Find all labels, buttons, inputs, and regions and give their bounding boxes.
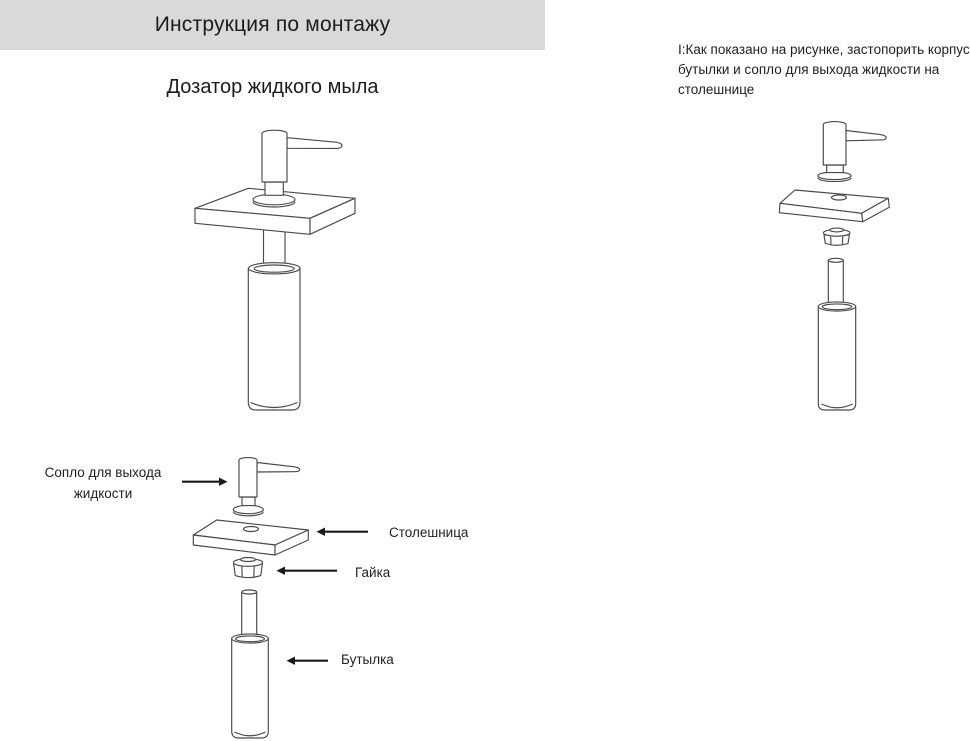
- pump-spout: [257, 463, 300, 473]
- bottle-neck: [242, 590, 257, 636]
- step-instruction: I:Как показано на рисунке, застопорить корпус бутылки и сопло для выхода жидкости на столешнице: [678, 42, 970, 97]
- countertop-plate: [779, 190, 889, 222]
- product-title: Дозатор жидкого мыла: [166, 76, 379, 98]
- pump-flange: [253, 194, 295, 207]
- nut-arrow: [277, 567, 338, 575]
- page-title: Инструкция по монтажу: [154, 13, 391, 36]
- countertop-label: Столешница: [389, 525, 469, 540]
- bottle-neck: [828, 258, 843, 303]
- bottle: [248, 263, 300, 410]
- pump-flange: [818, 172, 851, 181]
- pump-spout: [287, 138, 342, 149]
- header-bar: [0, 0, 545, 50]
- countertop-arrow: [317, 528, 369, 536]
- mounting-nut: [234, 558, 263, 578]
- bottle: [232, 634, 269, 738]
- pump-collar: [265, 182, 283, 195]
- pump-head: [262, 130, 287, 182]
- mounting-nut: [823, 228, 850, 245]
- pump-head: [823, 122, 846, 165]
- nut-label: Гайка: [355, 565, 391, 580]
- assembled-dispenser-diagram: [185, 118, 365, 414]
- bottle-label: Бутылка: [341, 652, 394, 667]
- bottle-arrow: [287, 657, 329, 665]
- pump-collar: [827, 165, 844, 173]
- pump-flange: [233, 505, 263, 515]
- exploded-dispenser-diagram: [175, 448, 375, 741]
- nozzle-arrow: [182, 478, 228, 486]
- pump-head: [239, 458, 257, 497]
- nozzle-label: Сопло для выхода жидкости: [44, 465, 162, 501]
- pump-collar: [242, 497, 255, 506]
- countertop-plate: [193, 520, 308, 555]
- pump-spout: [846, 131, 886, 141]
- step-exploded-diagram: [770, 118, 900, 416]
- bottle: [818, 302, 855, 410]
